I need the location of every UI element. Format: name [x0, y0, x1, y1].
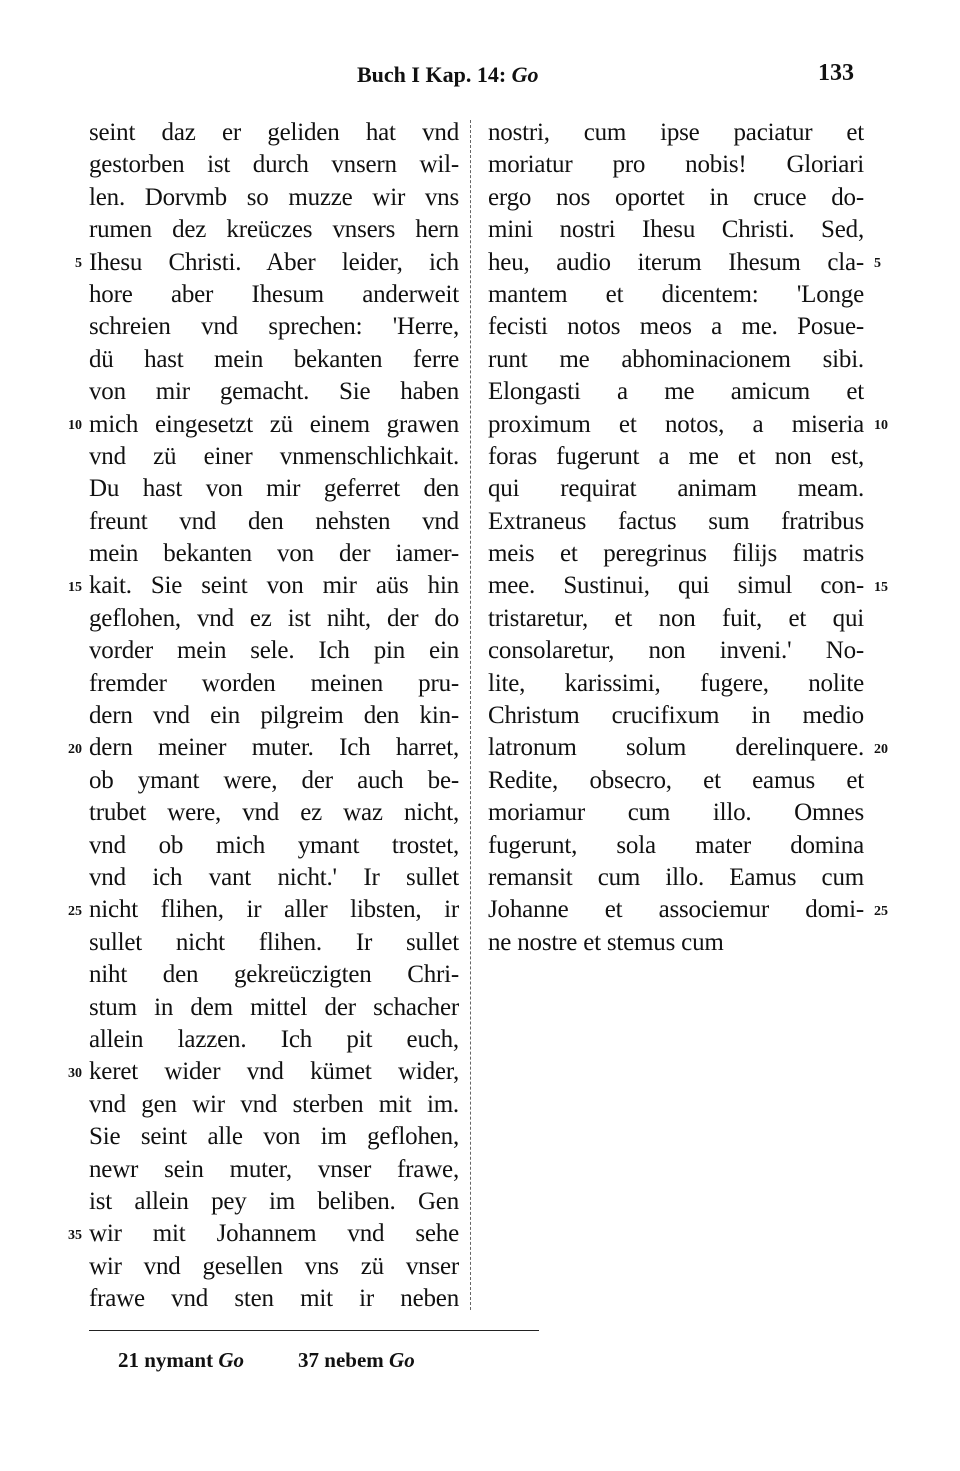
left-line-number: 35: [68, 1227, 82, 1243]
latin-text-line: lite, karissimi, fugere, nolite: [488, 669, 864, 697]
column-divider: [470, 120, 471, 1310]
latin-text-line: foras fugerunt a me et non est,: [488, 442, 864, 470]
german-text-line: fremder worden meinen pru-: [89, 669, 459, 697]
latin-text-line: latronum solum derelinquere.: [488, 734, 864, 762]
footnote-line-ref: 37: [298, 1348, 320, 1372]
german-text-line: sullet nicht flihen. Ir sullet: [89, 928, 459, 956]
left-line-number: 10: [68, 417, 82, 433]
latin-text-line: qui requirat animam meam.: [488, 475, 864, 503]
german-text-line: kait. Sie seint von mir aüs hin: [89, 572, 459, 600]
latin-text-line: moriatur pro nobis! Gloriari: [488, 151, 864, 179]
left-line-number: 15: [68, 579, 82, 595]
german-text-line: Sie seint alle von im geflohen,: [89, 1123, 459, 1151]
latin-text-line: fecisti notos meos a me. Posue-: [488, 313, 864, 341]
latin-text-line: Elongasti a me amicum et: [488, 378, 864, 406]
header-title: [357, 62, 539, 88]
right-column-latin: [488, 117, 864, 959]
german-text-line: dü hast mein bekanten ferre: [89, 345, 459, 373]
german-text-line: wir vnd gesellen vns zü vnser: [89, 1252, 459, 1280]
german-text-line: ob ymant were, der auch be-: [89, 766, 459, 794]
german-text-line: vnd zü einer vnmenschlichkait.: [89, 442, 459, 470]
latin-text-line: runt me abhominacionem sibi.: [488, 345, 864, 373]
german-text-line: Du hast von mir geferret den: [89, 475, 459, 503]
latin-text-line: moriamur cum illo. Omnes: [488, 799, 864, 827]
right-line-number: 20: [874, 741, 888, 757]
german-text-line: niht den gekreüczigten Chri-: [89, 961, 459, 989]
left-column-german: [89, 117, 459, 1315]
right-line-number: 10: [874, 417, 888, 433]
footnote-siglum: Go: [218, 1348, 245, 1372]
german-text-line: gestorben ist durch vnsern wil-: [89, 151, 459, 179]
latin-text-line: mantem et dicentem: 'Longe: [488, 280, 864, 308]
german-text-line: seint daz er geliden hat vnd: [89, 119, 459, 146]
german-text-line: freunt vnd den nehsten vnd: [89, 507, 459, 535]
header-title-text: Buch I Kap. 14:: [357, 62, 507, 87]
left-line-number: 20: [68, 741, 82, 757]
german-text-line: frawe vnd sten mit ir neben: [89, 1285, 459, 1313]
apparatus-footnotes: [118, 1348, 469, 1373]
latin-text-line: ergo nos oportet in cruce do-: [488, 183, 864, 211]
latin-text-line: Johanne et associemur domi-: [488, 896, 864, 924]
right-line-number: 25: [874, 903, 888, 919]
latin-text-line: mini nostri Ihesu Christi. Sed,: [488, 216, 864, 244]
german-text-line: mich eingesetzt zü einem grawen: [89, 410, 459, 438]
page-number: 133: [818, 60, 854, 86]
german-text-line: trubet were, vnd ez waz nicht,: [89, 799, 459, 827]
german-text-line: vorder mein sele. Ich pin ein: [89, 637, 459, 665]
german-text-line: mein bekanten von der iamer-: [89, 540, 459, 568]
german-text-line: dern vnd ein pilgreim den kin-: [89, 702, 459, 730]
german-text-line: stum in dem mittel der schacher: [89, 993, 459, 1021]
latin-text-line: fugerunt, sola mater domina: [488, 831, 864, 859]
german-text-line: len. Dorvmb so muzze wir vns: [89, 183, 459, 211]
german-text-line: rumen dez kreüczes vnsers hern: [89, 216, 459, 244]
latin-text-line: mee. Sustinui, qui simul con-: [488, 572, 864, 600]
german-text-line: von mir gemacht. Sie haben: [89, 378, 459, 406]
left-line-number: 25: [68, 903, 82, 919]
german-text-line: newr sein muter, vnser frawe,: [89, 1155, 459, 1183]
latin-text-line: proximum et notos, a miseria: [488, 410, 864, 438]
footnote-entry: [118, 1348, 244, 1372]
german-text-line: keret wider vnd kümet wider,: [89, 1058, 459, 1086]
left-line-number: 5: [75, 255, 82, 271]
footnote-siglum: Go: [389, 1348, 415, 1372]
german-text-line: nicht flihen, ir aller libsten, ir: [89, 896, 459, 924]
german-text-line: vnd gen wir vnd sterben mit im.: [89, 1090, 459, 1118]
german-text-line: dern meiner muter. Ich harret,: [89, 734, 459, 762]
right-line-number: 5: [874, 255, 881, 271]
latin-text-line: Christum crucifixum in medio: [488, 702, 864, 730]
footnote-rule: [89, 1330, 539, 1331]
german-text-line: vnd ob mich ymant trostet,: [89, 831, 459, 859]
german-text-line: vnd ich vant nicht.' Ir sullet: [89, 863, 459, 891]
footnote-entry: [298, 1348, 415, 1372]
german-text-line: geflohen, vnd ez ist niht, der do: [89, 604, 459, 632]
german-text-line: allein lazzen. Ich pit euch,: [89, 1025, 459, 1053]
german-text-line: ist allein pey im beliben. Gen: [89, 1187, 459, 1215]
german-text-line: wir mit Johannem vnd sehe: [89, 1220, 459, 1248]
footnote-reading: nymant: [144, 1348, 214, 1372]
left-line-number: 30: [68, 1065, 82, 1081]
header-siglum: Go: [511, 62, 539, 87]
latin-text-line: ne nostre et stemus cum: [488, 928, 724, 956]
right-line-number: 15: [874, 579, 888, 595]
latin-text-line: consolaretur, non inveni.' No-: [488, 637, 864, 665]
footnote-reading: nebem: [324, 1348, 384, 1372]
latin-text-line: Extraneus factus sum fratribus: [488, 507, 864, 535]
german-text-line: hore aber Ihesum anderweit: [89, 280, 459, 308]
latin-text-line: heu, audio iterum Ihesum cla-: [488, 248, 864, 276]
latin-text-line: meis et peregrinus filijs matris: [488, 540, 864, 568]
latin-text-line: Redite, obsecro, et eamus et: [488, 766, 864, 794]
latin-text-line: remansit cum illo. Eamus cum: [488, 863, 864, 891]
latin-text-line: tristaretur, et non fuit, et qui: [488, 604, 864, 632]
latin-text-line: nostri, cum ipse paciatur et: [488, 119, 864, 146]
footnote-line-ref: 21: [118, 1348, 139, 1372]
german-text-line: schreien vnd sprechen: 'Herre,: [89, 313, 459, 341]
german-text-line: Ihesu Christi. Aber leider, ich: [89, 248, 459, 276]
